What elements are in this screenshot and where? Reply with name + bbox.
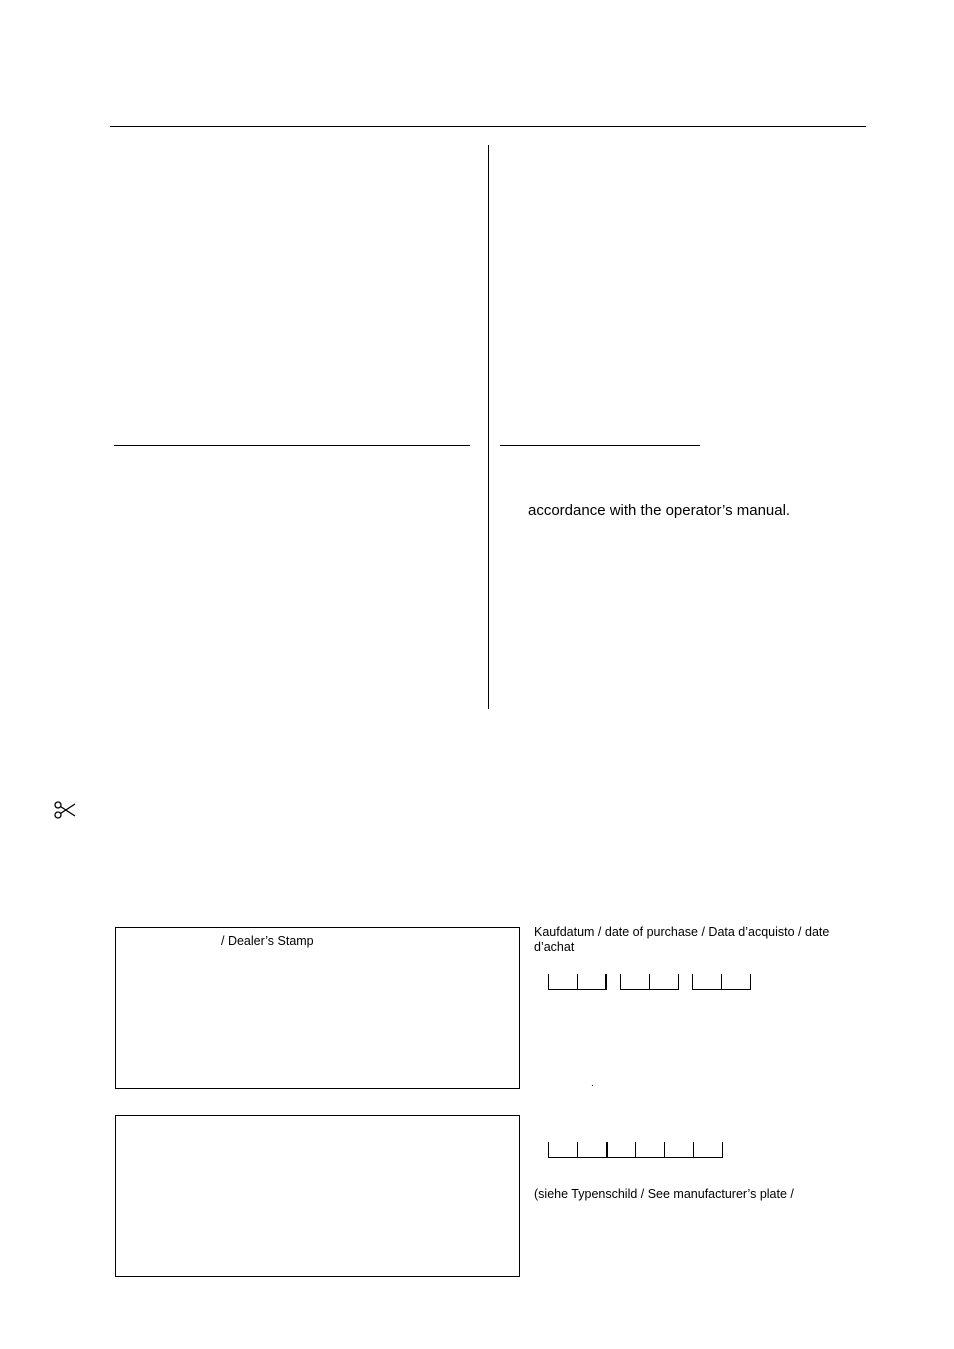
date-month-field[interactable] xyxy=(620,974,679,991)
serial-number-note: (siehe Typenschild / See manufacturer’s plate / xyxy=(534,1187,794,1201)
dealer-stamp-box[interactable] xyxy=(115,927,520,1089)
dealer-stamp-label: / Dealer’s Stamp xyxy=(221,934,314,948)
date-day-field[interactable] xyxy=(548,974,607,991)
warranty-text: accordance with the operator’s manual. xyxy=(528,502,791,519)
column-divider xyxy=(488,145,489,709)
customer-address-box[interactable] xyxy=(115,1115,520,1277)
header-rule xyxy=(110,126,866,127)
serial-number-field[interactable] xyxy=(548,1142,723,1159)
date-of-purchase-label: Kaufdatum / date of purchase / Data d’acquisto / date xyxy=(534,925,830,939)
date-of-purchase-label-cont: d’achat xyxy=(534,940,575,954)
date-year-field[interactable] xyxy=(692,974,751,991)
dot-mark: . xyxy=(591,1078,594,1089)
scissors-icon xyxy=(54,801,76,819)
left-column-rule xyxy=(114,445,470,446)
right-column-rule xyxy=(500,445,700,446)
